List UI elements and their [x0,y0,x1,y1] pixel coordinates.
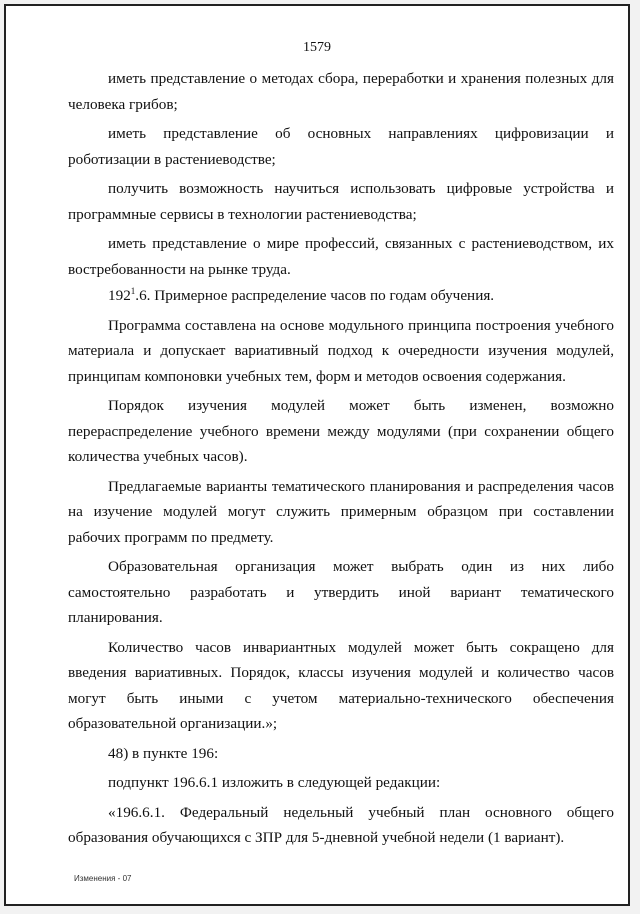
paragraph: Программа составлена на основе модульного принципа построения учебного материала и допускает вариативный подход к очередности изучения модулей, принципам компоновки учебных тем, форм и методов освоения содержания. [68,316,614,385]
document-page [4,4,630,906]
paragraph: «196.6.1. Федеральный недельный учебный план основного общего образования обучающихся с ЗПР для 5-дневной учебной недели (1 вариант). [68,803,614,846]
paragraph: Предлагаемые варианты тематического планирования и распределения часов на изучение модулей могут служить примерным образцом при составлении рабочих программ по предмету. [68,477,614,546]
paragraph: 48) в пункте 196: [108,744,219,762]
section-number: 192 [108,287,131,304]
footer-note: Изменения - 07 [74,874,132,883]
document-body [68,66,614,852]
section-heading [68,283,614,309]
paragraph: Порядок изучения модулей может быть изменен, возможно перераспределение учебного времени между модулями (при сохранении общего количества учебных часов). [68,397,614,465]
section-title: .6. Примерное распределение часов по годам обучения. [135,287,495,304]
page-number: 1579 [303,40,331,55]
paragraph: иметь представление об основных направлениях цифровизации и роботизации в растениеводстве; [68,125,614,168]
paragraph: подпункт 196.6.1 изложить в следующей редакции: [108,774,441,791]
paragraph: получить возможность научиться использовать цифровые устройства и программные сервисы в технологии растениеводства; [68,180,614,223]
paragraph: Образовательная организация может выбрать один из них либо самостоятельно разработать и утвердить иной вариант тематического планирования. [68,558,614,626]
paragraph: Количество часов инвариантных модулей может быть сокращено для введения вариативных. Порядок, классы изучения модулей и количество часов могут быть иными с учетом материально-технического обеспечения образовательной организации.»; [68,638,614,732]
paragraph: иметь представление о методах сбора, переработки и хранения полезных для человека грибов; [68,70,614,113]
section-superscript: 1 [130,285,136,296]
paragraph: иметь представление о мире профессий, связанных с растениеводством, их востребованности на рынке труда. [68,235,614,278]
